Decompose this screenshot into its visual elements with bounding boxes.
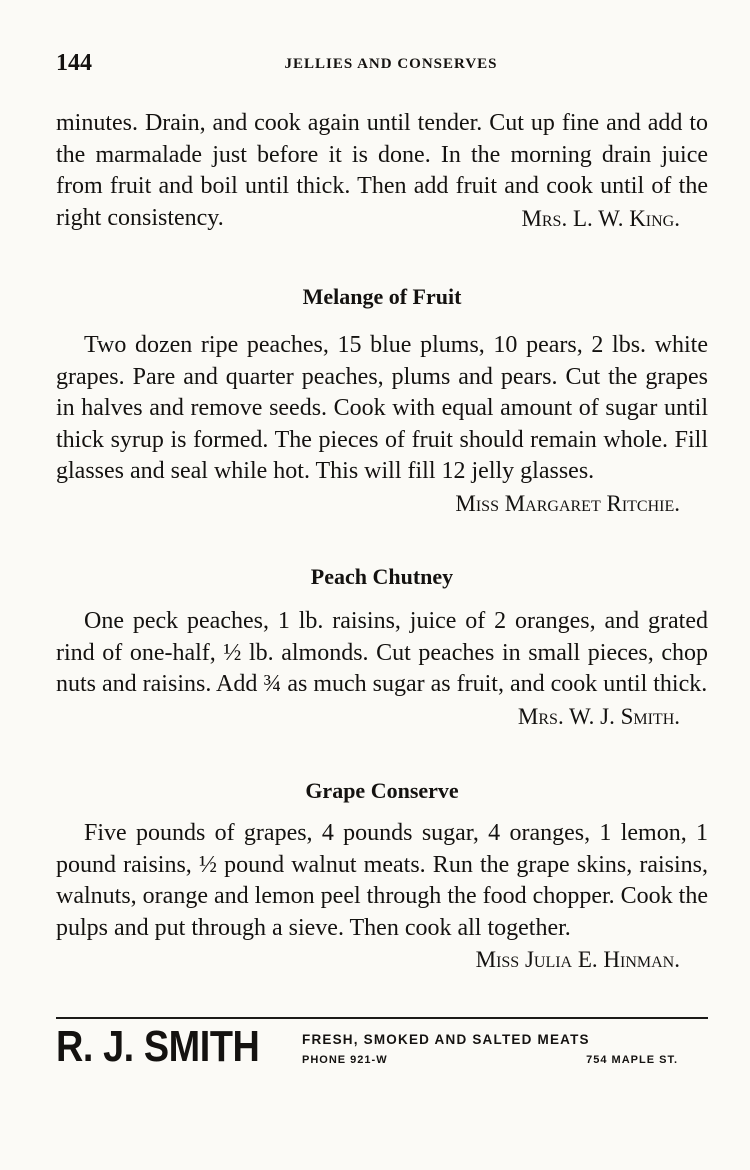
recipe-title: Melange of Fruit: [302, 284, 462, 309]
recipe-body: [56, 606, 708, 732]
recipe-signature: Miss Margaret Ritchie.: [455, 490, 680, 516]
advertisement: [56, 1022, 708, 1082]
intro-signature: Mrs. L. W. King.: [521, 205, 680, 231]
page-number: 144: [56, 50, 92, 76]
ad-phone: PHONE 921-W: [302, 1054, 388, 1066]
recipe-signature: Mrs. W. J. Smith.: [517, 703, 680, 729]
ad-address: 754 MAPLE ST.: [586, 1054, 678, 1066]
recipe-text: One peck peaches, 1 lb. raisins, juice of 2 oranges, and grated rind of one-half, ½ lb. almonds. Cut peaches in small pieces, chop nuts and raisins. Add ¾ as much sugar as fruit, and cook until thick.: [56, 608, 708, 697]
intro-section: [56, 108, 708, 234]
recipe-melange-of-fruit: [56, 284, 708, 310]
ad-divider: [56, 1017, 708, 1019]
recipe-grape-conserve: [56, 778, 708, 804]
recipe-body: [56, 818, 708, 976]
recipe-body: [56, 330, 708, 519]
running-head: JELLIES AND CONSERVES: [284, 56, 498, 72]
page-header: [56, 50, 706, 80]
recipe-title: Peach Chutney: [310, 564, 454, 589]
ad-tagline: FRESH, SMOKED AND SALTED MEATS: [302, 1032, 590, 1047]
recipe-peach-chutney: [56, 564, 708, 590]
intro-text: minutes. Drain, and cook again until tender. Cut up fine and add to the marmalade just before it is done. In the morning drain juice from fruit and boil until thick. Then add fruit and cook until of the right consistency. Mrs. L. W. King.: [56, 108, 708, 234]
recipe-text: Two dozen ripe peaches, 15 blue plums, 10 pears, 2 lbs. white grapes. Pare and quarter peaches, plums and pears. Cut the grapes in halves and remove seeds. Cook with equal amount of sugar until thick syrup is formed. The pieces of fruit should remain whole. Fill glasses and seal while hot. This will fill 12 jelly glasses. Miss Margaret Ritchie.: [56, 330, 708, 488]
recipe-title: Grape Conserve: [305, 778, 459, 803]
ad-brand: R. J. SMITH: [56, 1022, 260, 1071]
recipe-text: Five pounds of grapes, 4 pounds sugar, 4 oranges, 1 lemon, 1 pound raisins, ½ pound walnut meats. Run the grape skins, raisins, walnuts, orange and lemon peel through the food chopper. Cook the pulps and put through a sieve. Then cook all together.: [56, 820, 708, 941]
recipe-signature: Miss Julia E. Hinman.: [475, 947, 680, 972]
